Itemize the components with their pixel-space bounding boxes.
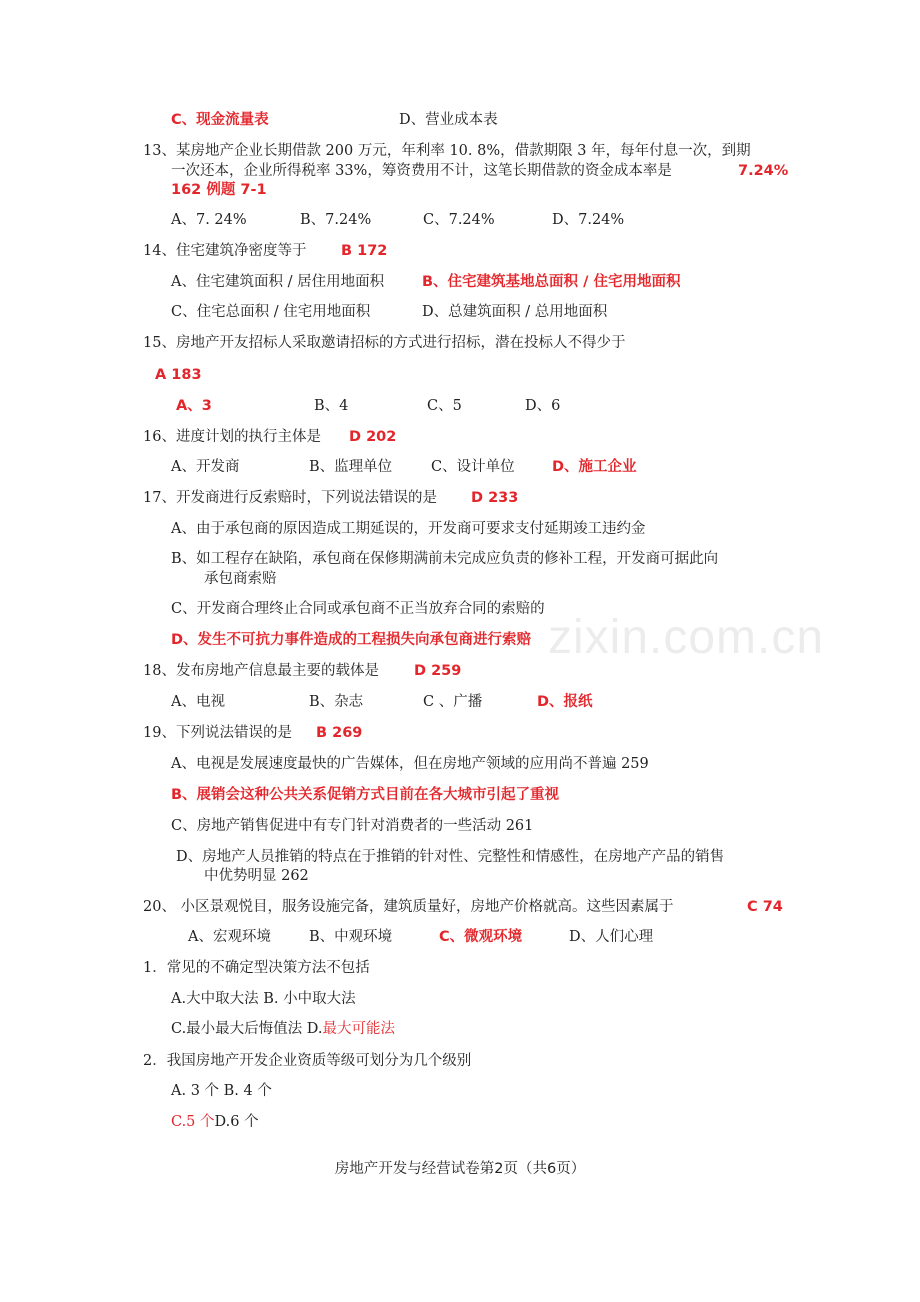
q14-option-c: C、住宅总面积 / 住宅用地面积 <box>171 304 371 320</box>
footer-mid: 页（共 <box>503 1161 547 1177</box>
q13-option-c: C、7.24% <box>423 212 495 228</box>
q16-stem: 16、进度计划的执行主体是 <box>143 429 321 445</box>
footer-prefix: 房地产开发与经营试卷第 <box>334 1161 495 1177</box>
q16-option-d: D、施工企业 <box>552 459 637 475</box>
q20-option-a: A、宏观环境 <box>188 929 271 945</box>
q19-option-d-line2: 中优势明显 262 <box>204 868 309 884</box>
q13-stem-line2: 一次还本，企业所得税率 33%，筹资费用不计，这笔长期借款的资金成本率是 <box>171 163 672 179</box>
q20-option-d: D、人们心理 <box>569 929 654 945</box>
page-footer <box>0 1160 920 1178</box>
s2-option-c-answer: C.5 个 <box>171 1114 215 1130</box>
footer-page-number: 2 <box>494 1161 504 1177</box>
q19-option-b: B、展销会这种公共关系促销方式目前在各大城市引起了重视 <box>171 787 560 803</box>
q13-stem-line1: 13、某房地产企业长期借款 200 万元，年利率 10. 8%，借款期限 3 年，每年付息一次，到期 <box>143 143 751 159</box>
q18-stem: 18、发布房地产信息最主要的载体是 <box>143 663 379 679</box>
q20-stem: 20、 小区景观悦目，服务设施完备，建筑质量好，房地产价格就高。这些因素属于 <box>143 899 674 915</box>
q20-answer: C 74 <box>747 899 783 915</box>
q18-option-b: B、杂志 <box>309 694 364 710</box>
s2-stem: 2．我国房地产开发企业资质等级可划分为几个级别 <box>143 1053 472 1069</box>
q18-answer: D 259 <box>414 663 462 679</box>
q14-option-d: D、总建筑面积 / 总用地面积 <box>422 304 608 320</box>
q13-option-d: D、7.24% <box>552 212 625 228</box>
s2-options-ab: A. 3 个 B. 4 个 <box>171 1083 272 1099</box>
q15-option-d: D、6 <box>525 398 561 414</box>
q17-option-b-line1: B、如工程存在缺陷，承包商在保修期满前未完成应负责的修补工程，开发商可据此向 <box>171 551 719 567</box>
s2-option-d: D.6 个 <box>214 1114 259 1130</box>
q14-answer: B 172 <box>341 243 388 259</box>
q18-option-c: C 、广播 <box>423 694 483 710</box>
q18-option-d: D、报纸 <box>537 694 593 710</box>
q15-option-b: B、4 <box>314 398 349 414</box>
q17-option-c: C、开发商合理终止合同或承包商不正当放弃合同的索赔的 <box>171 601 545 617</box>
s1-option-cd <box>171 1020 395 1038</box>
s1-stem: 1．常见的不确定型决策方法不包括 <box>143 960 370 976</box>
q13-answer: 7.24% <box>738 163 789 179</box>
s1-option-c: C.最小最大后悔值法 D. <box>171 1021 323 1037</box>
q17-option-b-line2: 承包商索赔 <box>204 571 277 587</box>
q13-option-a: A、7. 24% <box>171 212 247 228</box>
q19-stem: 19、下列说法错误的是 <box>143 725 292 741</box>
footer-suffix: 页） <box>556 1161 586 1177</box>
q16-option-b: B、监理单位 <box>309 459 393 475</box>
q15-option-a: A、3 <box>176 398 212 414</box>
q17-answer: D 233 <box>471 490 519 506</box>
s1-options-ab: A.大中取大法 B. 小中取大法 <box>171 991 356 1007</box>
q19-option-d-line1: D、房地产人员推销的特点在于推销的针对性、完整性和情感性，在房地产产品的销售 <box>176 849 725 865</box>
s1-option-d-answer: 最大可能法 <box>322 1021 396 1037</box>
q19-answer: B 269 <box>316 725 363 741</box>
q17-stem: 17、开发商进行反索赔时，下列说法错误的是 <box>143 490 437 506</box>
q20-option-b: B、中观环境 <box>309 929 393 945</box>
q15-stem: 15、房地产开友招标人采取邀请招标的方式进行招标，潜在投标人不得少于 <box>143 335 626 351</box>
q16-option-a: A、开发商 <box>171 459 240 475</box>
q17-option-d: D、发生不可抗力事件造成的工程损失向承包商进行索赔 <box>171 632 532 648</box>
q20-option-c: C、微观环境 <box>439 929 523 945</box>
q19-option-c: C、房地产销售促进中有专门针对消费者的一些活动 261 <box>171 818 534 834</box>
s2-option-cd <box>171 1113 259 1131</box>
watermark: zixin.com.cn <box>548 611 825 664</box>
footer-total-pages: 6 <box>547 1161 557 1177</box>
q17-option-a: A、由于承包商的原因造成工期延误的，开发商可要求支付延期竣工违约金 <box>171 521 646 537</box>
q12-option-c: C、现金流量表 <box>171 112 269 128</box>
q14-option-b: B、住宅建筑基地总面积 / 住宅用地面积 <box>422 274 681 290</box>
q13-reference: 162 例题 7-1 <box>171 182 267 198</box>
q16-option-c: C、设计单位 <box>431 459 515 475</box>
q18-option-a: A、电视 <box>171 694 225 710</box>
q12-option-d: D、营业成本表 <box>399 112 498 128</box>
q14-option-a: A、住宅建筑面积 / 居住用地面积 <box>171 274 385 290</box>
q13-option-b: B、7.24% <box>300 212 372 228</box>
q16-answer: D 202 <box>349 429 397 445</box>
q15-option-c: C、5 <box>427 398 462 414</box>
q15-answer: A 183 <box>155 367 202 383</box>
q19-option-a: A、电视是发展速度最快的广告媒体，但在房地产领域的应用尚不普遍 259 <box>171 756 649 772</box>
q14-stem: 14、住宅建筑净密度等于 <box>143 243 307 259</box>
